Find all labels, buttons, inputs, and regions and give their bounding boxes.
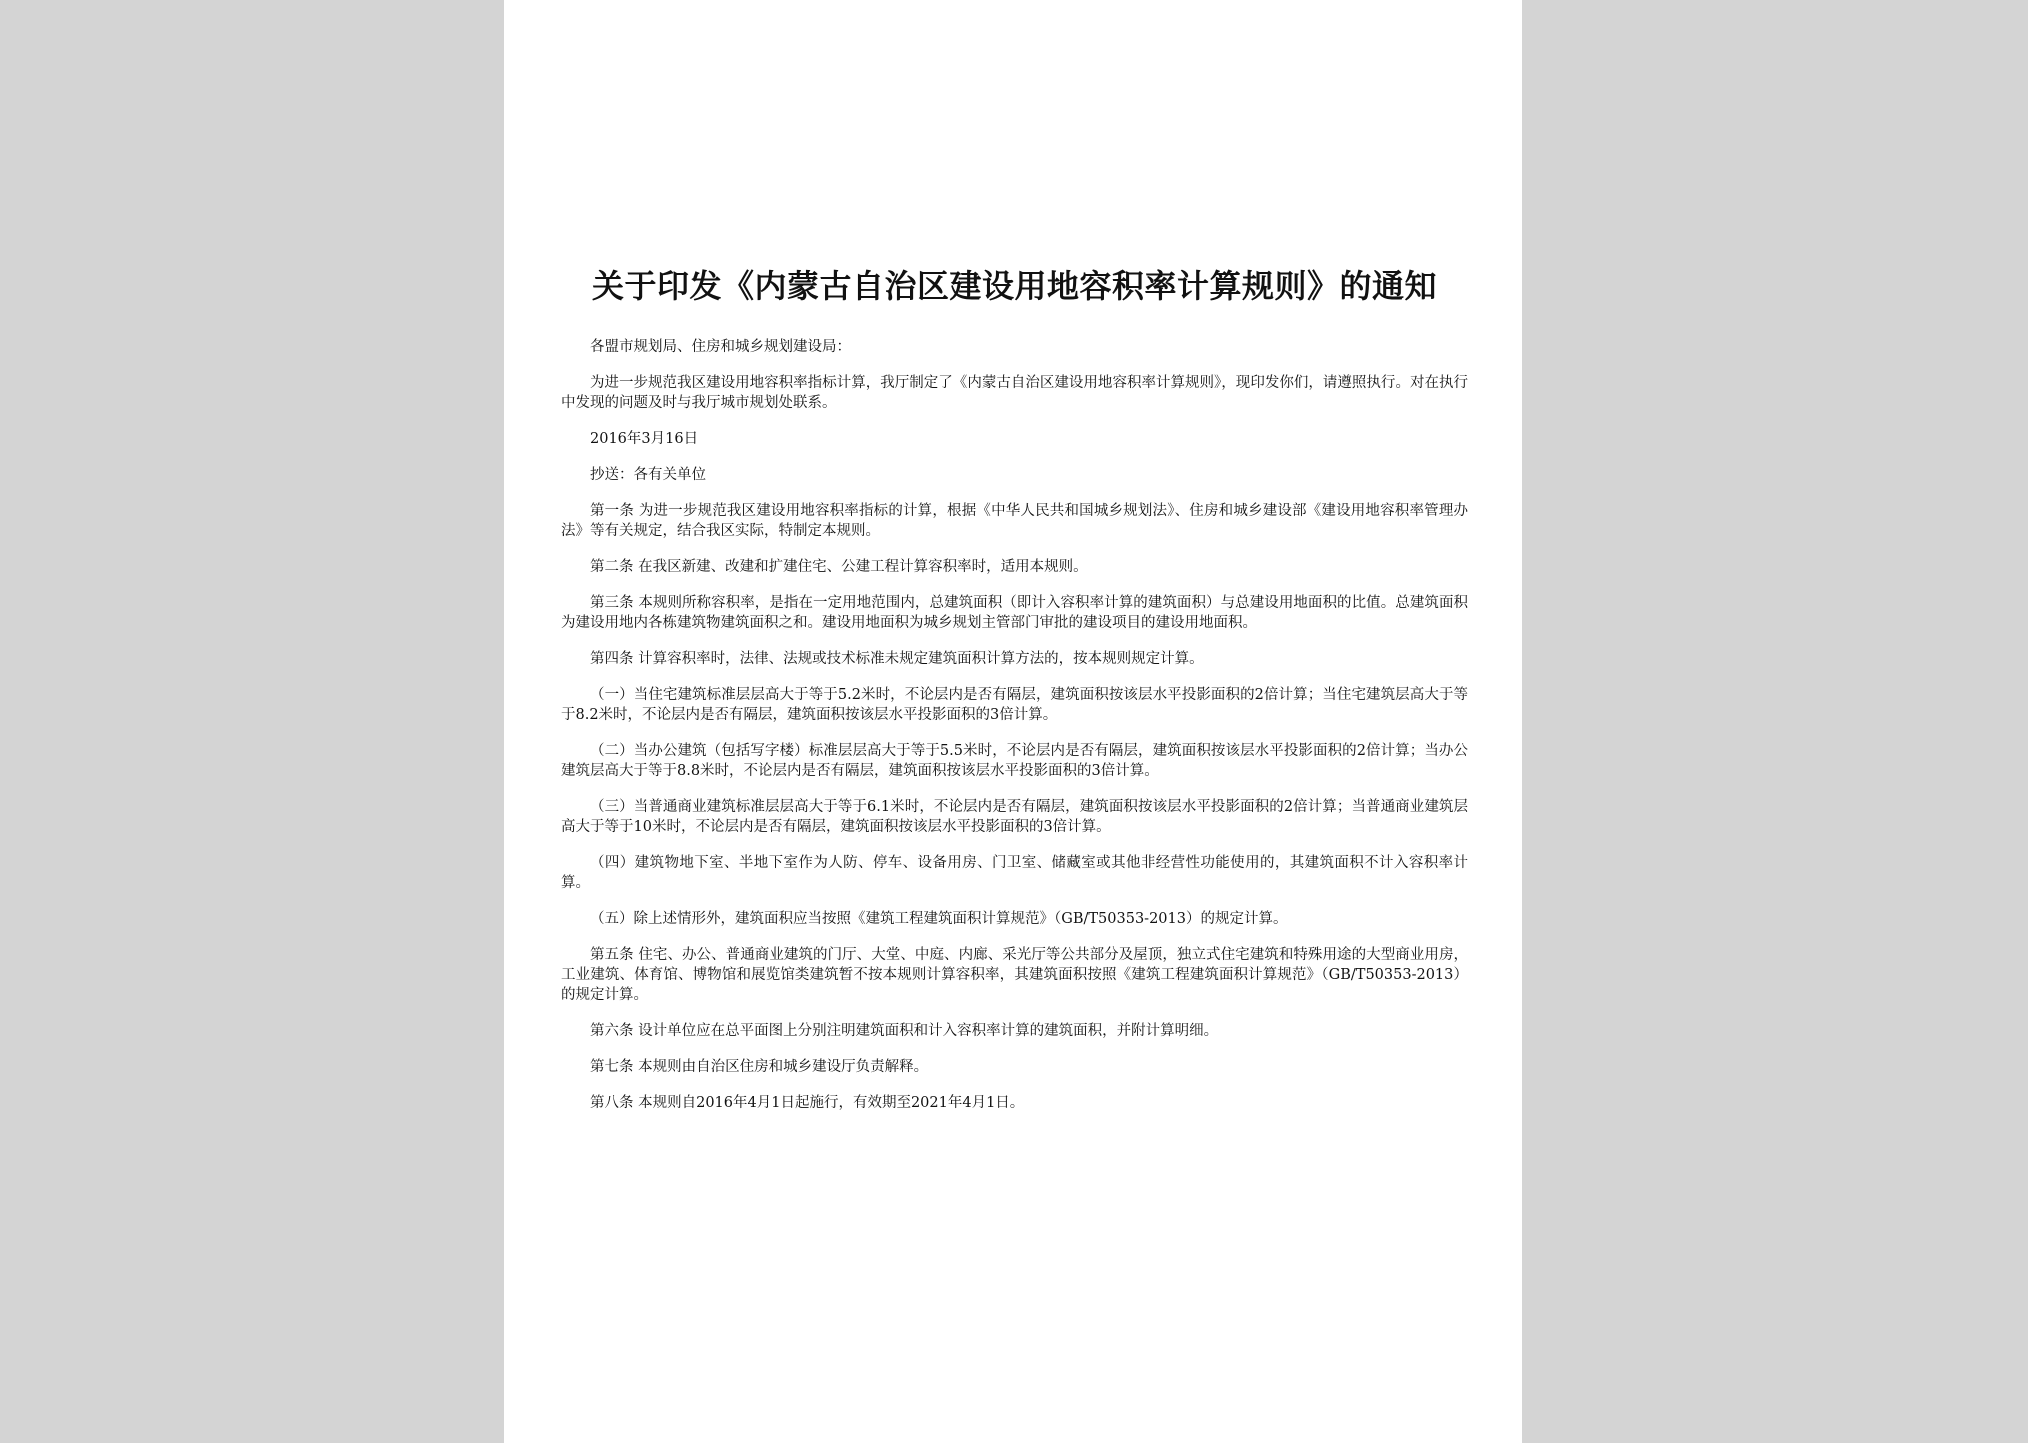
article-4-item-1: （一）当住宅建筑标准层层高大于等于5.2米时，不论层内是否有隔层，建筑面积按该层水平投影面积的2倍计算；当住宅建筑层高大于等于8.2米时，不论层内是否有隔层，建筑面积按该层水平投影面积的3倍计算。 [561,687,1468,723]
article-2: 第二条 在我区新建、改建和扩建住宅、公建工程计算容积率时，适用本规则。 [590,559,1088,575]
article-5: 第五条 住宅、办公、普通商业建筑的门厅、大堂、中庭、内廊、采光厅等公共部分及屋顶，独立式住宅建筑和特殊用途的大型商业用房，工业建筑、体育馆、博物馆和展览馆类建筑暂不按本规则计算容积率，其建筑面积按照《建筑工程建筑面积计算规范》（GB/T50353-2013）的规定计算。 [561,947,1468,1003]
issue-date: 2016年3月16日 [590,431,699,447]
article-4-item-3: （三）当普通商业建筑标准层层高大于等于6.1米时，不论层内是否有隔层，建筑面积按该层水平投影面积的2倍计算；当普通商业建筑层高大于等于10米时，不论层内是否有隔层，建筑面积按该层水平投影面积的3倍计算。 [561,799,1468,835]
article-7: 第七条 本规则由自治区住房和城乡建设厅负责解释。 [590,1059,929,1075]
notice-body: 为进一步规范我区建设用地容积率指标计算，我厅制定了《内蒙古自治区建设用地容积率计算规则》，现印发你们，请遵照执行。对在执行中发现的问题及时与我厅城市规划处联系。 [561,375,1468,411]
article-8: 第八条 本规则自2016年4月1日起施行，有效期至2021年4月1日。 [590,1095,1025,1111]
article-4-item-2: （二）当办公建筑（包括写字楼）标准层层高大于等于5.5米时，不论层内是否有隔层，建筑面积按该层水平投影面积的2倍计算；当办公建筑层高大于等于8.8米时，不论层内是否有隔层，建筑面积按该层水平投影面积的3倍计算。 [561,743,1468,779]
article-3: 第三条 本规则所称容积率，是指在一定用地范围内，总建筑面积（即计入容积率计算的建筑面积）与总建设用地面积的比值。总建筑面积为建设用地内各栋建筑物建筑面积之和。建设用地面积为城乡规划主管部门审批的建设项目的建设用地面积。 [561,595,1468,631]
article-1: 第一条 为进一步规范我区建设用地容积率指标的计算，根据《中华人民共和国城乡规划法》、住房和城乡建设部《建设用地容积率管理办法》等有关规定，结合我区实际，特制定本规则。 [561,503,1468,539]
cc-line: 抄送：各有关单位 [590,467,706,483]
article-6: 第六条 设计单位应在总平面图上分别注明建筑面积和计入容积率计算的建筑面积，并附计算明细。 [590,1023,1219,1039]
article-4: 第四条 计算容积率时，法律、法规或技术标准未规定建筑面积计算方法的，按本规则规定计算。 [590,651,1204,667]
document-body [561,265,1468,1129]
article-4-item-4: （四）建筑物地下室、半地下室作为人防、停车、设备用房、门卫室、储藏室或其他非经营性功能使用的，其建筑面积不计入容积率计算。 [561,855,1468,891]
article-4-item-5: （五）除上述情形外，建筑面积应当按照《建筑工程建筑面积计算规范》（GB/T50353-2013）的规定计算。 [590,911,1288,927]
document-title: 关于印发《内蒙古自治区建设用地容积率计算规则》的通知 [591,267,1437,305]
document-page [504,0,1522,1443]
addressee: 各盟市规划局、住房和城乡规划建设局： [590,339,851,355]
